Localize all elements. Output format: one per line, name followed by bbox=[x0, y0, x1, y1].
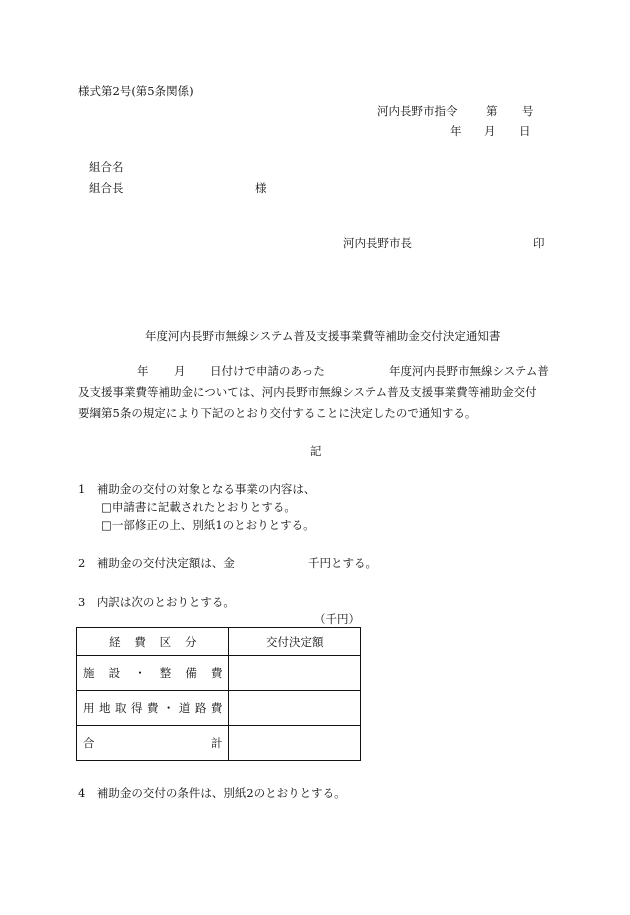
row-char: 費 bbox=[146, 701, 159, 715]
header-char: 区 bbox=[159, 634, 172, 649]
union-head-label: 組合長 bbox=[89, 181, 124, 195]
body-line1-tail: 年度河内長野市無線システム普 bbox=[389, 364, 549, 378]
body-month: 月 bbox=[174, 364, 186, 378]
body-line2: 及支援事業費等補助金については、河内長野市無線システム普及支援事業費等補助金交付 bbox=[78, 385, 537, 399]
item1-option-a: □申請書に記載されたとおりとする。 bbox=[101, 500, 296, 514]
item3-text: 3 内訳は次のとおりとする。 bbox=[78, 595, 235, 609]
row-char: 道 bbox=[178, 701, 191, 715]
row-char: 費 bbox=[210, 666, 223, 680]
date-month: 月 bbox=[484, 124, 496, 138]
body-line3: 要綱第5条の規定により下記のとおり交付することに決定したので通知する。 bbox=[78, 406, 477, 420]
honorific: 様 bbox=[255, 181, 267, 195]
row-char: 取 bbox=[114, 701, 127, 715]
seal-mark: 印 bbox=[533, 236, 545, 250]
item1-text: 1 補助金の交付の対象となる事業の内容は、 bbox=[78, 482, 316, 496]
date-day: 日 bbox=[519, 124, 531, 138]
date-year: 年 bbox=[450, 124, 462, 138]
doc-title: 年度河内長野市無線システム普及支援事業費等補助金交付決定通知書 bbox=[145, 329, 501, 343]
row-char: 費 bbox=[210, 701, 223, 715]
union-name-label: 組合名 bbox=[89, 160, 124, 174]
row-char: 得 bbox=[130, 701, 143, 715]
table-row bbox=[77, 656, 361, 691]
item4-text: 4 補助金の交付の条件は、別紙2のとおりとする。 bbox=[78, 786, 346, 800]
item2-suffix: 千円とする。 bbox=[308, 556, 377, 570]
row-total-label bbox=[77, 726, 229, 761]
doc-number-dai: 第 bbox=[486, 104, 498, 118]
row-char: ・ bbox=[162, 701, 175, 715]
row-land-amount[interactable] bbox=[229, 691, 361, 726]
table-row bbox=[77, 726, 361, 761]
row-char: 地 bbox=[98, 701, 111, 715]
table-row bbox=[77, 691, 361, 726]
sender-title: 河内長野市長 bbox=[343, 236, 412, 250]
body-line1-text: 日付けで申請のあった bbox=[210, 364, 325, 378]
unit-label: （千円） bbox=[314, 612, 360, 626]
header-amount-cell: 交付決定額 bbox=[229, 628, 361, 656]
issuer-label: 河内長野市指令 bbox=[377, 104, 458, 118]
row-facility-label bbox=[77, 656, 229, 691]
ki-heading: 記 bbox=[310, 444, 322, 458]
row-char: ・ bbox=[134, 666, 146, 680]
table-header-row bbox=[77, 628, 361, 656]
row-char: 整 bbox=[159, 666, 172, 680]
row-facility-amount[interactable] bbox=[229, 656, 361, 691]
row-char: 合 bbox=[83, 736, 95, 750]
header-char: 分 bbox=[184, 634, 197, 649]
item1-option-b: □一部修正の上、別紙1のとおりとする。 bbox=[101, 518, 315, 532]
row-char: 設 bbox=[108, 666, 121, 680]
row-char: 計 bbox=[210, 736, 223, 750]
row-char: 路 bbox=[194, 701, 207, 715]
row-char: 備 bbox=[185, 666, 197, 680]
header-char: 費 bbox=[134, 634, 146, 649]
row-land-label bbox=[77, 691, 229, 726]
header-category-cell bbox=[77, 628, 229, 656]
body-year: 年 bbox=[137, 364, 149, 378]
item2-prefix: 2 補助金の交付決定額は、金 bbox=[78, 556, 235, 570]
doc-number-go: 号 bbox=[522, 104, 534, 118]
form-number: 様式第2号(第5条関係) bbox=[78, 84, 194, 98]
row-char: 施 bbox=[83, 666, 95, 680]
breakdown-table bbox=[76, 627, 361, 761]
header-char: 経 bbox=[109, 634, 121, 649]
row-char: 用 bbox=[83, 701, 95, 715]
row-total-amount[interactable] bbox=[229, 726, 361, 761]
